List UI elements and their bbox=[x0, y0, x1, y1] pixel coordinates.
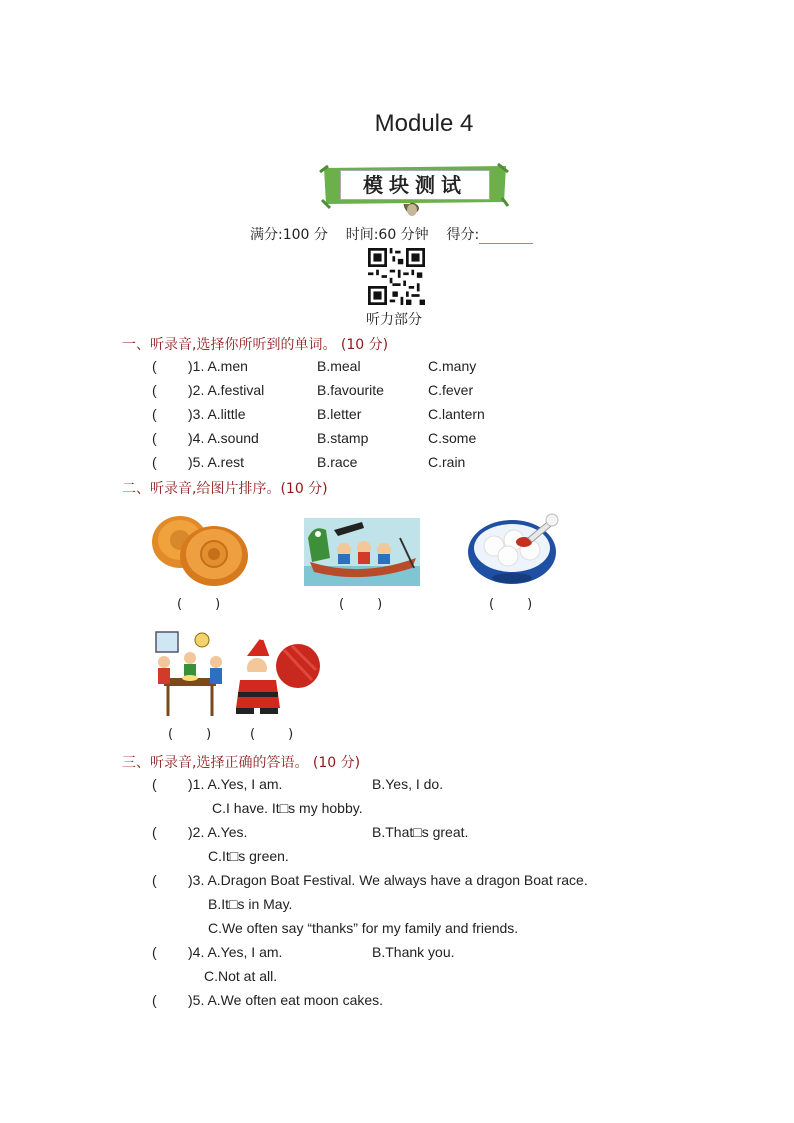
option-b: B.meal bbox=[317, 358, 361, 374]
option-c: C.I have. It□s my hobby. bbox=[212, 800, 363, 816]
list-item bbox=[152, 776, 282, 792]
listening-label: 听力部分 bbox=[366, 312, 422, 328]
option-a: )2. A.festival bbox=[188, 382, 265, 398]
pic-answer-paren[interactable]: ( ) bbox=[250, 727, 294, 742]
list-item bbox=[152, 944, 282, 960]
section-3-title: 三、听录音,选择正确的答语。 bbox=[122, 755, 309, 771]
option-b: B.Yes, I do. bbox=[372, 776, 444, 792]
family-dinner-icon bbox=[150, 628, 230, 722]
option-a: )3. A.Dragon Boat Festival. We always have a dragon Boat race. bbox=[188, 872, 588, 888]
score-label: 得分: bbox=[446, 227, 480, 243]
answer-paren[interactable]: ( bbox=[152, 872, 157, 888]
option-c: C.It□s green. bbox=[208, 848, 289, 864]
pic-answer-paren[interactable]: ( ) bbox=[168, 727, 212, 742]
section-2-heading bbox=[122, 478, 328, 498]
santa-icon bbox=[232, 630, 322, 716]
option-c: C.lantern bbox=[428, 406, 485, 422]
option-b: B.race bbox=[317, 454, 358, 470]
list-item bbox=[152, 430, 259, 446]
list-item bbox=[152, 358, 248, 374]
option-a: )2. A.Yes. bbox=[188, 824, 248, 840]
section-2-title: 二、听录音,给图片排序。 bbox=[122, 481, 281, 497]
mooncakes-icon bbox=[150, 508, 250, 588]
page-title: Module 4 bbox=[374, 110, 474, 137]
full-score: 满分:100 分 bbox=[250, 227, 328, 243]
section-2-score: (10 分) bbox=[280, 481, 328, 497]
list-item bbox=[152, 382, 264, 398]
section-3-heading bbox=[122, 752, 360, 772]
option-c: C.rain bbox=[428, 454, 466, 470]
answer-paren[interactable]: ( bbox=[152, 944, 157, 960]
exam-meta bbox=[250, 224, 533, 244]
option-b: B.letter bbox=[317, 406, 362, 422]
option-a: )3. A.little bbox=[188, 406, 246, 422]
option-c: C.fever bbox=[428, 382, 474, 398]
option-b: B.That□s great. bbox=[372, 824, 469, 840]
option-a: )5. A.rest bbox=[188, 454, 245, 470]
tangyuan-icon bbox=[464, 508, 564, 588]
option-b: B.favourite bbox=[317, 382, 384, 398]
pic-answer-paren[interactable]: ( ) bbox=[177, 597, 221, 612]
list-item bbox=[152, 824, 247, 840]
banner-text: 模块测试 bbox=[340, 170, 490, 200]
option-c: C.many bbox=[428, 358, 477, 374]
answer-paren[interactable]: ( bbox=[152, 824, 157, 840]
option-a: )1. A.men bbox=[188, 358, 248, 374]
qr-code-icon[interactable] bbox=[368, 248, 425, 305]
list-item bbox=[152, 406, 246, 422]
section-1-title: 一、听录音,选择你所听到的单词。 bbox=[122, 337, 337, 353]
answer-paren[interactable]: ( bbox=[152, 776, 157, 792]
answer-paren[interactable]: ( bbox=[152, 430, 157, 446]
answer-paren[interactable]: ( bbox=[152, 454, 157, 470]
option-b: B.Thank you. bbox=[372, 944, 455, 960]
answer-paren[interactable]: ( bbox=[152, 406, 157, 422]
section-3-score: (10 分) bbox=[312, 755, 361, 771]
list-item bbox=[152, 992, 383, 1008]
dragon-boat-icon bbox=[304, 518, 420, 586]
answer-paren[interactable]: ( bbox=[152, 358, 157, 374]
option-a: )1. A.Yes, I am. bbox=[188, 776, 283, 792]
test-banner bbox=[318, 162, 510, 218]
pic-answer-paren[interactable]: ( ) bbox=[339, 597, 383, 612]
option-a: )4. A.sound bbox=[188, 430, 259, 446]
option-b: B.stamp bbox=[317, 430, 369, 446]
option-a: )4. A.Yes, I am. bbox=[188, 944, 283, 960]
option-b: B.It□s in May. bbox=[208, 896, 293, 912]
section-1-heading bbox=[122, 334, 388, 354]
score-blank[interactable] bbox=[479, 229, 533, 244]
answer-paren[interactable]: ( bbox=[152, 992, 157, 1008]
option-c: C.We often say “thanks” for my family and friends. bbox=[208, 920, 519, 936]
list-item bbox=[152, 872, 588, 888]
answer-paren[interactable]: ( bbox=[152, 382, 157, 398]
option-a: )5. A.We often eat moon cakes. bbox=[188, 992, 384, 1008]
pic-answer-paren[interactable]: ( ) bbox=[489, 597, 533, 612]
time-limit: 时间:60 分钟 bbox=[345, 227, 429, 243]
option-c: C.Not at all. bbox=[204, 968, 278, 984]
option-c: C.some bbox=[428, 430, 477, 446]
list-item bbox=[152, 454, 244, 470]
section-1-score: (10 分) bbox=[340, 337, 389, 353]
